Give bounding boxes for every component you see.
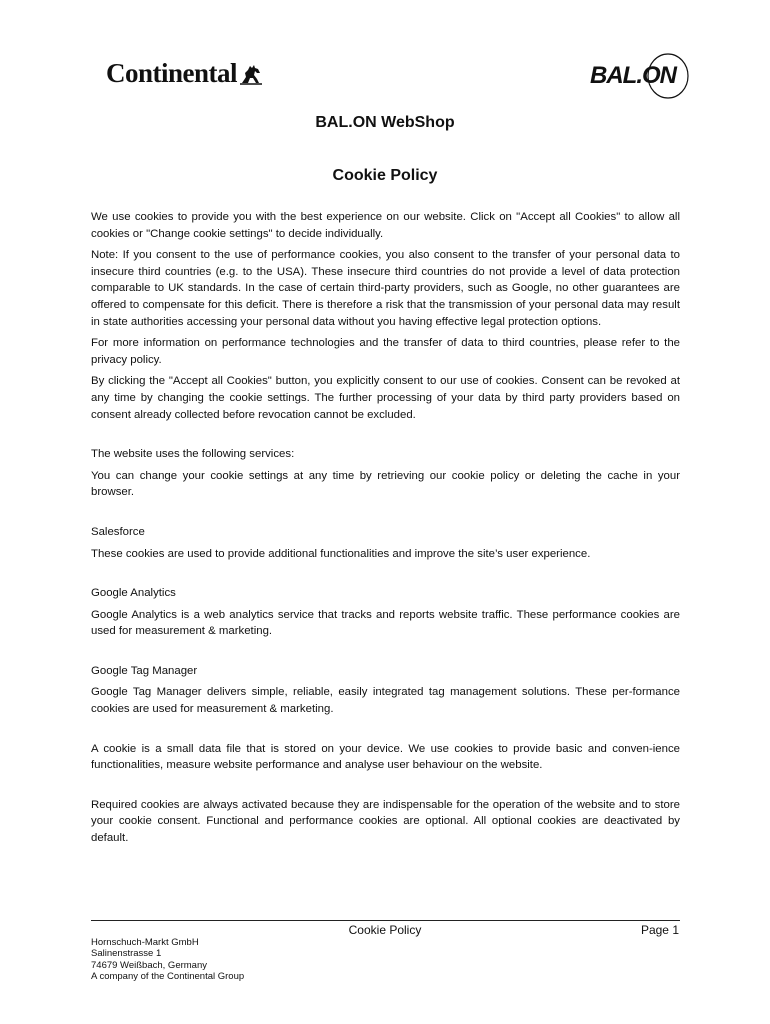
horse-icon	[239, 63, 263, 85]
note-paragraph: Note: If you consent to the use of performance cookies, you also consent to the transfer of your personal data to insecure third countries (e.g. to the USA). These insecure third countries do not provide a level of data protection comparable to UK standards. In the case of certain third-party providers, such as Google, no other guarantees are offered to compensate for this deficit. There is therefore a risk that the transmission of your personal data may result in state authorities accessing your personal data without you having effective legal protection options.	[91, 249, 680, 328]
service-name-google-analytics: Google Analytics	[91, 587, 176, 600]
footer-title: Cookie Policy	[348, 923, 422, 937]
company-address	[91, 937, 244, 983]
document-title: BAL.ON WebShop	[315, 114, 455, 131]
section-title: Cookie Policy	[332, 167, 438, 184]
footer-divider	[91, 920, 680, 921]
intro-paragraph: We use cookies to provide you with the best experience on our website. Click on "Accept all Cookies" to allow all cookies or "Change cookie settings" to decide individually.	[91, 211, 680, 240]
service-description-salesforce: These cookies are used to provide additional functionalities and improve the site’s user experience.	[91, 547, 591, 560]
service-name-salesforce: Salesforce	[91, 525, 145, 538]
address-line: Salinenstrasse 1	[91, 948, 162, 960]
consent-paragraph: By clicking the "Accept all Cookies" button, you explicitly consent to our use of cookies. Consent can be revoked at any time by changing the cookie settings. The further processing of your data by third party providers based on consent already collected before revocation cannot be excluded.	[91, 375, 680, 421]
service-description-google-tag-manager: Google Tag Manager delivers simple, reliable, easily integrated tag management solutions. These per-formance cookies are used for measurement & marketing.	[91, 686, 680, 716]
cookie-definition-paragraph: A cookie is a small data file that is stored on your device. We use cookies to provide basic and conven-ience functionalities, measure website performance and analyse user behaviour on the website.	[91, 742, 680, 772]
privacy-reference-paragraph: For more information on performance technologies and the transfer of data to third countries, please refer to the privacy policy.	[91, 337, 680, 366]
service-description-google-analytics: Google Analytics is a web analytics service that tracks and reports website traffic. These performance cookies are used for measurement & marketing.	[91, 608, 680, 638]
services-intro: The website uses the following services:	[91, 448, 295, 461]
continental-logo	[106, 58, 263, 89]
balon-logo	[588, 52, 692, 100]
document-body	[91, 209, 680, 852]
continental-wordmark: Continental	[106, 58, 238, 88]
settings-paragraph: You can change your cookie settings at any time by retrieving our cookie policy or deleting the cache in your browser.	[91, 469, 680, 499]
service-name-google-tag-manager: Google Tag Manager	[91, 664, 198, 677]
address-line: Hornschuch-Markt GmbH	[91, 937, 199, 948]
required-cookies-paragraph: Required cookies are always activated because they are indispensable for the operation of the website and to store your cookie consent. Functional and performance cookies are optional. All optional cookies are deactivated by default.	[91, 798, 680, 845]
address-line: A company of the Continental Group	[91, 971, 245, 983]
balon-wordmark: BAL.ON	[590, 62, 676, 89]
address-line: 74679 Weißbach, Germany	[91, 959, 207, 971]
page-number: Page 1	[640, 923, 679, 937]
